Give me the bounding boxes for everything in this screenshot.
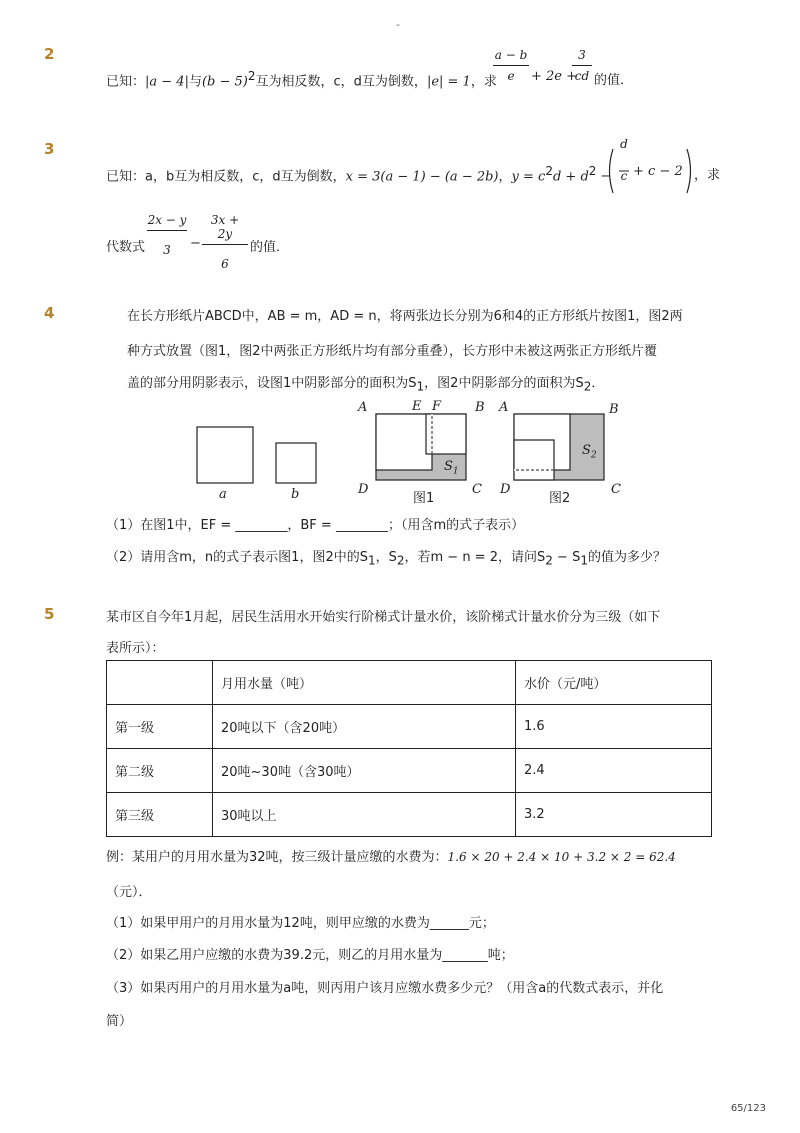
- table-cell: 第一级: [107, 705, 213, 749]
- q2-abs-e: |e| = 1: [426, 74, 471, 90]
- fig1-label-A: A: [358, 400, 368, 415]
- square-b: [276, 443, 316, 483]
- q3-line1-prefix: 已知：a，b互为相反数，c，d互为倒数，: [106, 169, 346, 185]
- q3-minus: −: [190, 236, 201, 251]
- table-row: [107, 793, 712, 837]
- table-cell: 20吨~30吨（含30吨）: [213, 749, 516, 793]
- q2-exp2: 2: [247, 69, 256, 83]
- table-cell: 1.6: [516, 705, 712, 749]
- question-number-5: 5: [44, 605, 55, 623]
- table-header-row: [107, 661, 712, 705]
- q2-line: [106, 69, 497, 89]
- q4-p3-sub1: 1: [416, 379, 425, 394]
- table-row: [107, 705, 712, 749]
- fig1-caption: 图1: [413, 491, 435, 506]
- q2-suffix: 的值．: [594, 73, 634, 88]
- q5-subquestion-3: （3）如果丙用户的月用水量为a吨，则丙用户该月应缴水费多少元？（用含a的代数式表示，并化: [106, 981, 664, 996]
- q3-comma: ，: [498, 169, 512, 185]
- fig1-label-B: B: [475, 400, 485, 415]
- q3-frac-a-num: 2x − y: [147, 213, 187, 227]
- fraction-bar: [147, 230, 187, 231]
- fraction-bar: [572, 65, 592, 66]
- q5-subquestion-3-cont: 简）: [106, 1014, 133, 1029]
- q2-mid: 互为相反数，c，d互为倒数，: [255, 74, 427, 90]
- q4-sub2-d: − S: [552, 550, 581, 565]
- q4-p3-b: ，图2中阴影部分的面积为S: [424, 376, 584, 391]
- q5-example-unit: （元）．: [106, 885, 152, 900]
- q3-y-expr: y = c: [511, 169, 546, 185]
- page-footer: 65/123: [730, 1103, 766, 1114]
- fig2-label-S2: [582, 443, 597, 461]
- fraction-bar: [493, 65, 529, 66]
- q3-frac-b-den: 6: [221, 257, 229, 271]
- q3-x-expr: x = 3(a − 1) − (a − 2b): [345, 169, 499, 185]
- q2-plus: + 2e +: [531, 69, 578, 84]
- q3-inner-frac-den: c: [620, 169, 628, 183]
- q4-paragraph-1: 在长方形纸片ABCD中，AB = m，AD = n，将两张边长分别为6和4的正方形纸片按图1，图2两: [127, 309, 683, 324]
- table-row: [107, 749, 712, 793]
- fig2-caption: 图2: [549, 491, 571, 506]
- q2-frac-2: [572, 48, 592, 83]
- q3-y-sup2: 2: [588, 164, 597, 178]
- q3-suffix: 的值．: [250, 240, 290, 255]
- fig2-label-C: C: [611, 482, 621, 497]
- q3-ask: ，求: [694, 168, 721, 183]
- q5-example-a: 例：某用户的月用水量为32吨，按三级计量应缴的水费为：: [106, 850, 448, 865]
- q4-p3-sub2: 2: [583, 379, 592, 394]
- q5-subquestion-2: （2）如果乙用户应缴的水费为39.2元，则乙的月用水量为_______吨；: [106, 948, 514, 963]
- q5-subquestion-1: （1）如果甲用户的月用水量为12吨，则甲应缴的水费为______元；: [106, 916, 495, 931]
- label-b: b: [291, 487, 300, 502]
- question-number-2: 2: [44, 45, 55, 63]
- label-a: a: [219, 487, 227, 502]
- q4-sub2-a: （2）请用含m，n的式子表示图1，图2中的S: [106, 550, 368, 565]
- q3-inner-frac-num: d: [620, 137, 628, 151]
- q3-minus-paren: −: [600, 169, 612, 185]
- q4-sub2-b: ，S: [375, 550, 397, 565]
- q4-sub2-s3: 2: [545, 553, 553, 568]
- table-cell: 2.4: [516, 749, 712, 793]
- q2-abs-a: |a − 4|: [145, 74, 189, 90]
- fig1-label-D: D: [358, 482, 369, 497]
- fraction-bar: [618, 154, 630, 155]
- q3-frac-a: [147, 213, 187, 257]
- fig1-label-F: F: [432, 399, 442, 414]
- q3-inner-frac: [618, 137, 630, 183]
- q2-prefix: 已知：: [106, 74, 146, 90]
- q5-example-b: 1.6 × 20 + 2.4 × 10 + 3.2 × 2 = 62.4: [447, 850, 676, 864]
- q3-line-1: [106, 164, 611, 184]
- q4-p3-a: 盖的部分用阴影表示，设图1中阴影部分的面积为S: [127, 376, 417, 391]
- q5-example: [106, 846, 676, 865]
- q4-paragraph-2: 种方式放置（图1，图2中两张正方形纸片均有部分重叠），长方形中未被这两张正方形纸片覆: [127, 344, 658, 359]
- q3-line2-prefix: 代数式: [106, 240, 146, 255]
- q2-frac-1: [493, 48, 529, 83]
- q4-sub2-s1: 1: [367, 553, 376, 568]
- fig2-label-B: B: [609, 402, 619, 417]
- table-cell: 20吨以下（含20吨）: [213, 705, 516, 749]
- q4-figures: [180, 396, 640, 508]
- fig2-label-A: A: [499, 400, 509, 415]
- question-number-3: 3: [44, 140, 55, 158]
- fig2-label-S2-sub: 2: [590, 450, 597, 461]
- q3-y-rest: d + d: [552, 169, 589, 185]
- q4-sub2-c: ，若m − n = 2，请问S: [404, 550, 546, 565]
- table-header-cell: 水价（元/吨）: [516, 661, 712, 705]
- q3-frac-b-num: 3x + 2y: [210, 213, 240, 241]
- q2-frac-1-num: a − b: [494, 48, 528, 62]
- question-number-4: 4: [44, 304, 55, 322]
- table-cell: 30吨以上: [213, 793, 516, 837]
- q2-frac-1-den: e: [507, 69, 515, 83]
- q4-paragraph-3: [127, 372, 604, 394]
- q3-frac-b: [202, 213, 248, 271]
- table-cell: 第二级: [107, 749, 213, 793]
- fig1-label-S1: [444, 459, 459, 477]
- fig1-label-S1-letter: S: [444, 459, 453, 474]
- q2-frac-2-num: 3: [578, 48, 586, 62]
- page-top-mark: -: [396, 18, 400, 31]
- table-header-cell: 月用水量（吨）: [213, 661, 516, 705]
- square-a: [197, 427, 253, 483]
- q3-inner-rest: + c − 2: [633, 164, 683, 179]
- q2-with: 与: [188, 74, 202, 90]
- fig1-label-C: C: [472, 482, 482, 497]
- table-header-cell: [107, 661, 213, 705]
- q5-paragraph-1: 某市区自今年1月起，居民生活用水开始实行阶梯式计量水价，该阶梯式计量水价分为三级（如下: [106, 610, 661, 625]
- q4-subquestion-2: [106, 546, 666, 568]
- q2-ask: ，求: [470, 74, 497, 90]
- q4-sub2-s2: 2: [396, 553, 405, 568]
- q2-frac-2-den: cd: [574, 69, 590, 83]
- q4-subquestion-1: （1）在图1中，EF = ________，BF = ________；（用含m的式子表示）: [106, 518, 525, 533]
- fig1-label-S1-sub: 1: [452, 466, 459, 477]
- q5-paragraph-2: 表所示）：: [106, 641, 165, 656]
- water-price-table: [106, 660, 712, 837]
- fig2-label-D: D: [500, 482, 511, 497]
- table-cell: 第三级: [107, 793, 213, 837]
- q4-sub2-s4: 1: [580, 553, 588, 568]
- q4-p3-c: ．: [591, 376, 605, 391]
- fig1-label-E: E: [412, 399, 422, 414]
- q3-y-sup: 2: [545, 164, 553, 178]
- q4-sub2-e: 的值为多少？: [587, 550, 666, 565]
- q2-b-expr: (b − 5): [201, 74, 248, 90]
- table-cell: 3.2: [516, 793, 712, 837]
- fig2-label-S2-letter: S: [582, 443, 591, 458]
- fraction-bar: [202, 244, 248, 245]
- q3-frac-a-den: 3: [163, 243, 171, 257]
